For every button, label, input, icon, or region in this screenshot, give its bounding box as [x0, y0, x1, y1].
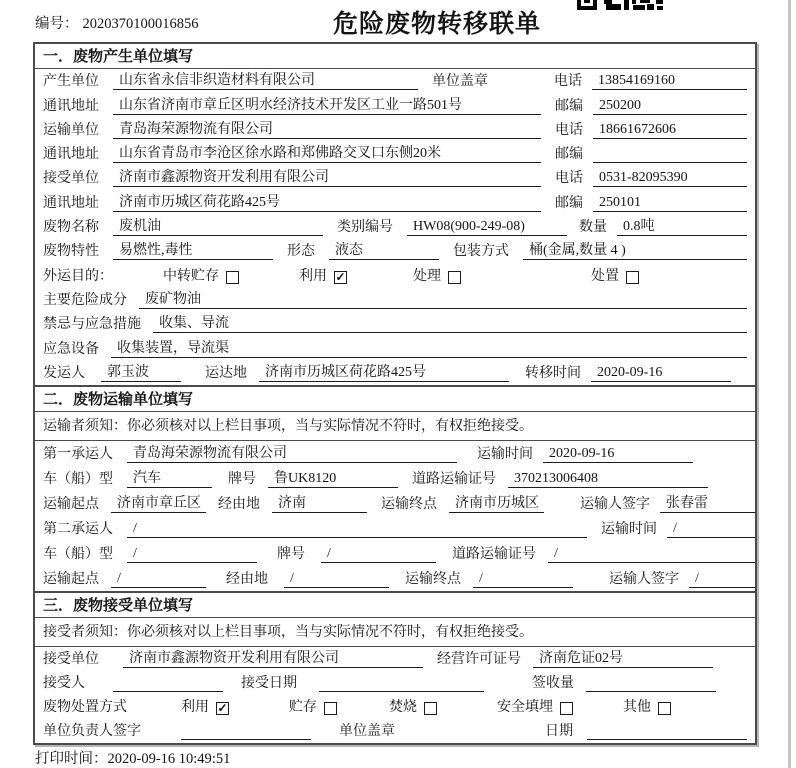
route-start-value: /: [111, 571, 206, 588]
waste-name-label: 废物名称: [43, 220, 99, 236]
vehicle2-row: [35, 541, 755, 566]
date-label: 日期: [545, 723, 573, 739]
disposal-option-incinerate: [389, 696, 437, 716]
purpose-option-utilize: [299, 265, 347, 285]
section2-header: 二．废物运输单位填写: [35, 387, 755, 412]
disposal-row: [35, 695, 755, 719]
waste-code-label: 类别编号: [337, 220, 393, 236]
plate-value: /: [321, 546, 436, 563]
zip-label: 邮编: [555, 195, 583, 211]
vehicle-type-value: 汽车: [127, 467, 212, 488]
checkbox-icon: [226, 271, 239, 284]
emergency-measures-label: 禁忌与应急措施: [43, 317, 141, 333]
zip-label: 邮编: [555, 147, 583, 163]
transporter-value: 青岛海荣源物流有限公司: [113, 118, 541, 139]
producer-address-row: [35, 93, 755, 117]
permit-value: /: [548, 546, 755, 563]
pack-label: 包装方式: [453, 244, 509, 260]
receiver-address-row: [35, 190, 755, 214]
signature-row: [35, 719, 755, 743]
option-label: 中转贮存: [163, 268, 219, 284]
option-label: 安全填埋: [497, 699, 553, 715]
permit-label: 道路运输证号: [452, 546, 536, 562]
checkbox-checked-icon: ✓: [217, 700, 228, 715]
emergency-equipment-value: 收集装置，导流渠: [111, 337, 747, 358]
disposal-option-store: [289, 696, 337, 716]
route-end-label: 运输终点: [405, 571, 461, 587]
section-receiver: [35, 591, 755, 743]
purpose-row: [35, 263, 755, 287]
hazard-value: 废矿物油: [139, 288, 747, 309]
carrier2-row: [35, 516, 755, 541]
permit-label: 道路运输证号: [412, 471, 496, 487]
producer-address-value: 山东省济南市章丘区明水经济技术开发区工业一路501号: [113, 94, 541, 115]
carrier1-label: 第一承运人: [43, 446, 113, 462]
transporter-label: 运输单位: [43, 122, 99, 138]
producer-label: 产生单位: [43, 74, 99, 90]
receiver-row: [35, 166, 755, 190]
hazard-row: [35, 288, 755, 312]
responsible-sign-value: [181, 723, 311, 740]
receiver-address-value: 济南市历城区荷花路425号: [113, 191, 541, 212]
producer-value: 山东省永信非织造材料有限公司: [113, 69, 418, 90]
carrier2-label: 第二承运人: [43, 521, 113, 537]
disposal-label: 废物处置方式: [43, 699, 127, 715]
accept-person-label: 接受人: [43, 675, 85, 691]
document-number: [35, 12, 199, 33]
route-via-label: 经由地: [218, 496, 260, 512]
address-label: 通讯地址: [43, 195, 99, 211]
carrier2-value: /: [127, 521, 587, 538]
producer-phone-value: 13854169160: [592, 73, 747, 90]
page-title: 危险废物转移联单: [333, 11, 542, 38]
disposal-option-landfill: [497, 696, 573, 716]
route-end-value: 济南市历城区: [449, 492, 544, 513]
waste-props-label: 废物特性: [43, 244, 99, 260]
checkbox-icon: [448, 271, 461, 284]
transfer-time-value: 2020-09-16: [591, 365, 731, 382]
purpose-label: 外运目的：: [43, 268, 113, 284]
waste-form-label: 形态: [287, 244, 315, 260]
transport-time-label: 运输时间: [601, 521, 657, 537]
carrier-sign-value: 张春雷: [660, 492, 755, 513]
waste-code-value: HW08(900-249-08): [407, 219, 567, 236]
document-number-value: 2020370100016856: [82, 16, 199, 32]
route-end-label: 运输终点: [381, 496, 437, 512]
section-producer: [35, 44, 755, 385]
plate-label: 牌号: [277, 546, 305, 562]
option-label: 处置: [591, 268, 619, 284]
address-label: 通讯地址: [43, 147, 99, 163]
route-via-value: 济南: [272, 492, 367, 513]
destination-value: 济南市历城区荷花路425号: [259, 361, 509, 382]
transporter-phone-value: 18661672606: [593, 122, 747, 139]
plate-value: 鲁UK8120: [268, 467, 398, 488]
accept-date-value: [319, 675, 484, 692]
vehicle1-row: [35, 466, 755, 491]
phone-label: 电话: [554, 74, 582, 90]
print-time-value: 2020-09-16 10:49:51: [107, 751, 231, 767]
purpose-option-dispose: [591, 265, 639, 285]
receiver-label: 接受单位: [43, 171, 99, 187]
date-value: [587, 723, 747, 740]
checkbox-icon: [658, 702, 671, 715]
checkbox-icon: [324, 702, 337, 715]
receiver-notice: 接受者须知：你必须核对以上栏目事项，当与实际情况不符时，有权拒绝接受。: [35, 618, 755, 647]
seal-label: 单位盖章: [432, 74, 488, 90]
route1-row: [35, 491, 755, 516]
section3-header: 三．废物接受单位填写: [35, 593, 755, 618]
document-number-label: 编号：: [35, 16, 79, 32]
receiver-value: 济南市鑫源物资开发利用有限公司: [113, 166, 541, 187]
transporter-address-value: 山东省青岛市李沧区徐水路和郑佛路交叉口东侧20米: [113, 142, 541, 163]
sign-qty-value: [586, 675, 716, 692]
dispatcher-label: 发运人: [43, 365, 85, 381]
transporter-row: [35, 118, 755, 142]
receiver-phone-value: 0531-82095390: [593, 170, 747, 187]
carrier1-value: 青岛海荣源物流有限公司: [127, 442, 457, 463]
route-via-value: /: [284, 571, 389, 588]
accept-date-label: 接受日期: [241, 675, 297, 691]
page-edge-divider: [788, 0, 791, 768]
checkbox-icon: [626, 271, 639, 284]
accept-unit-row: [35, 647, 755, 671]
waste-form-value: 液态: [329, 239, 439, 260]
emergency-equipment-row: [35, 336, 755, 360]
checkbox-icon: [424, 702, 437, 715]
zip-label: 邮编: [555, 98, 583, 114]
waste-props-value: 易燃性,毒性: [113, 239, 273, 260]
route-via-label: 经由地: [226, 571, 268, 587]
print-time: [35, 747, 230, 768]
option-label: 贮存: [289, 699, 317, 715]
permit-value: 370213006408: [508, 471, 708, 488]
transporter-address-row: [35, 142, 755, 166]
transport-time-value: 2020-09-16: [543, 446, 693, 463]
emergency-measures-row: [35, 312, 755, 336]
purpose-option-treat: [413, 265, 461, 285]
waste-name-value: 废机油: [113, 215, 323, 236]
unit-seal-label: 单位盖章: [339, 723, 395, 739]
address-label: 通讯地址: [43, 98, 99, 114]
route-end-value: /: [473, 571, 573, 588]
disposal-option-other: [623, 696, 671, 716]
section-transporter: [35, 385, 755, 591]
plate-label: 牌号: [228, 471, 256, 487]
accept-unit-label: 接受单位: [43, 651, 99, 667]
phone-label: 电话: [555, 171, 583, 187]
receiver-zip-value: 250101: [593, 195, 747, 212]
carrier-sign-label: 运输人签字: [609, 571, 679, 587]
disposal-option-utilize: [181, 696, 229, 716]
accept-unit-value: 济南市鑫源物资开发利用有限公司: [123, 647, 423, 668]
vehicle-type-label: 车（船）型: [43, 546, 113, 562]
dispatch-row: [35, 361, 755, 385]
dispatcher-value: 郭玉波: [101, 361, 181, 382]
transport-time-label: 运输时间: [477, 446, 533, 462]
transporter-notice: 运输者须知：你必须核对以上栏目事项，当与实际情况不符时，有权拒绝接受。: [35, 412, 755, 441]
hazard-label: 主要危险成分: [43, 292, 127, 308]
purpose-option-transfer: [163, 265, 239, 285]
option-label: 处理: [413, 268, 441, 284]
license-value: 济南危证02号: [533, 647, 713, 668]
emergency-measures-value: 收集、导流: [153, 312, 747, 333]
route-start-value: 济南市章丘区: [111, 492, 206, 513]
emergency-equipment-label: 应急设备: [43, 341, 99, 357]
route-start-label: 运输起点: [43, 496, 99, 512]
waste-qty-value: 0.8吨: [617, 215, 747, 236]
waste-qty-label: 数量: [579, 220, 607, 236]
responsible-sign-label: 单位负责人签字: [43, 723, 141, 739]
license-label: 经营许可证号: [437, 651, 521, 667]
vehicle-type-value: /: [127, 546, 257, 563]
carrier1-row: [35, 441, 755, 466]
producer-row: [35, 69, 755, 93]
route2-row: [35, 566, 755, 591]
checkbox-checked-icon: ✓: [335, 269, 346, 284]
destination-label: 运达地: [205, 365, 247, 381]
phone-label: 电话: [555, 122, 583, 138]
checkbox-icon: [560, 702, 573, 715]
accept-person-row: [35, 671, 755, 695]
transporter-zip-value: [593, 146, 747, 163]
waste-props-row: [35, 239, 755, 263]
print-time-label: 打印时间：: [35, 751, 108, 767]
accept-person-value: [113, 675, 223, 692]
option-label: 焚烧: [389, 699, 417, 715]
route-start-label: 运输起点: [43, 571, 99, 587]
section1-header: 一．废物产生单位填写: [35, 44, 755, 69]
sign-qty-label: 签收量: [532, 675, 574, 691]
option-label: 利用: [181, 699, 209, 715]
transfer-form-table: [33, 42, 757, 745]
pack-value: 桶(金属,数量 4 ): [523, 239, 747, 260]
carrier-sign-value: /: [689, 571, 755, 588]
producer-zip-value: 250200: [593, 98, 747, 115]
carrier2-time-value: /: [667, 521, 755, 538]
option-label: 其他: [623, 699, 651, 715]
qr-code-fragment-icon: [577, 0, 663, 10]
transfer-time-label: 转移时间: [525, 365, 581, 381]
carrier-sign-label: 运输人签字: [580, 496, 650, 512]
vehicle-type-label: 车（船）型: [43, 471, 113, 487]
waste-name-row: [35, 215, 755, 239]
option-label: 利用: [299, 268, 327, 284]
